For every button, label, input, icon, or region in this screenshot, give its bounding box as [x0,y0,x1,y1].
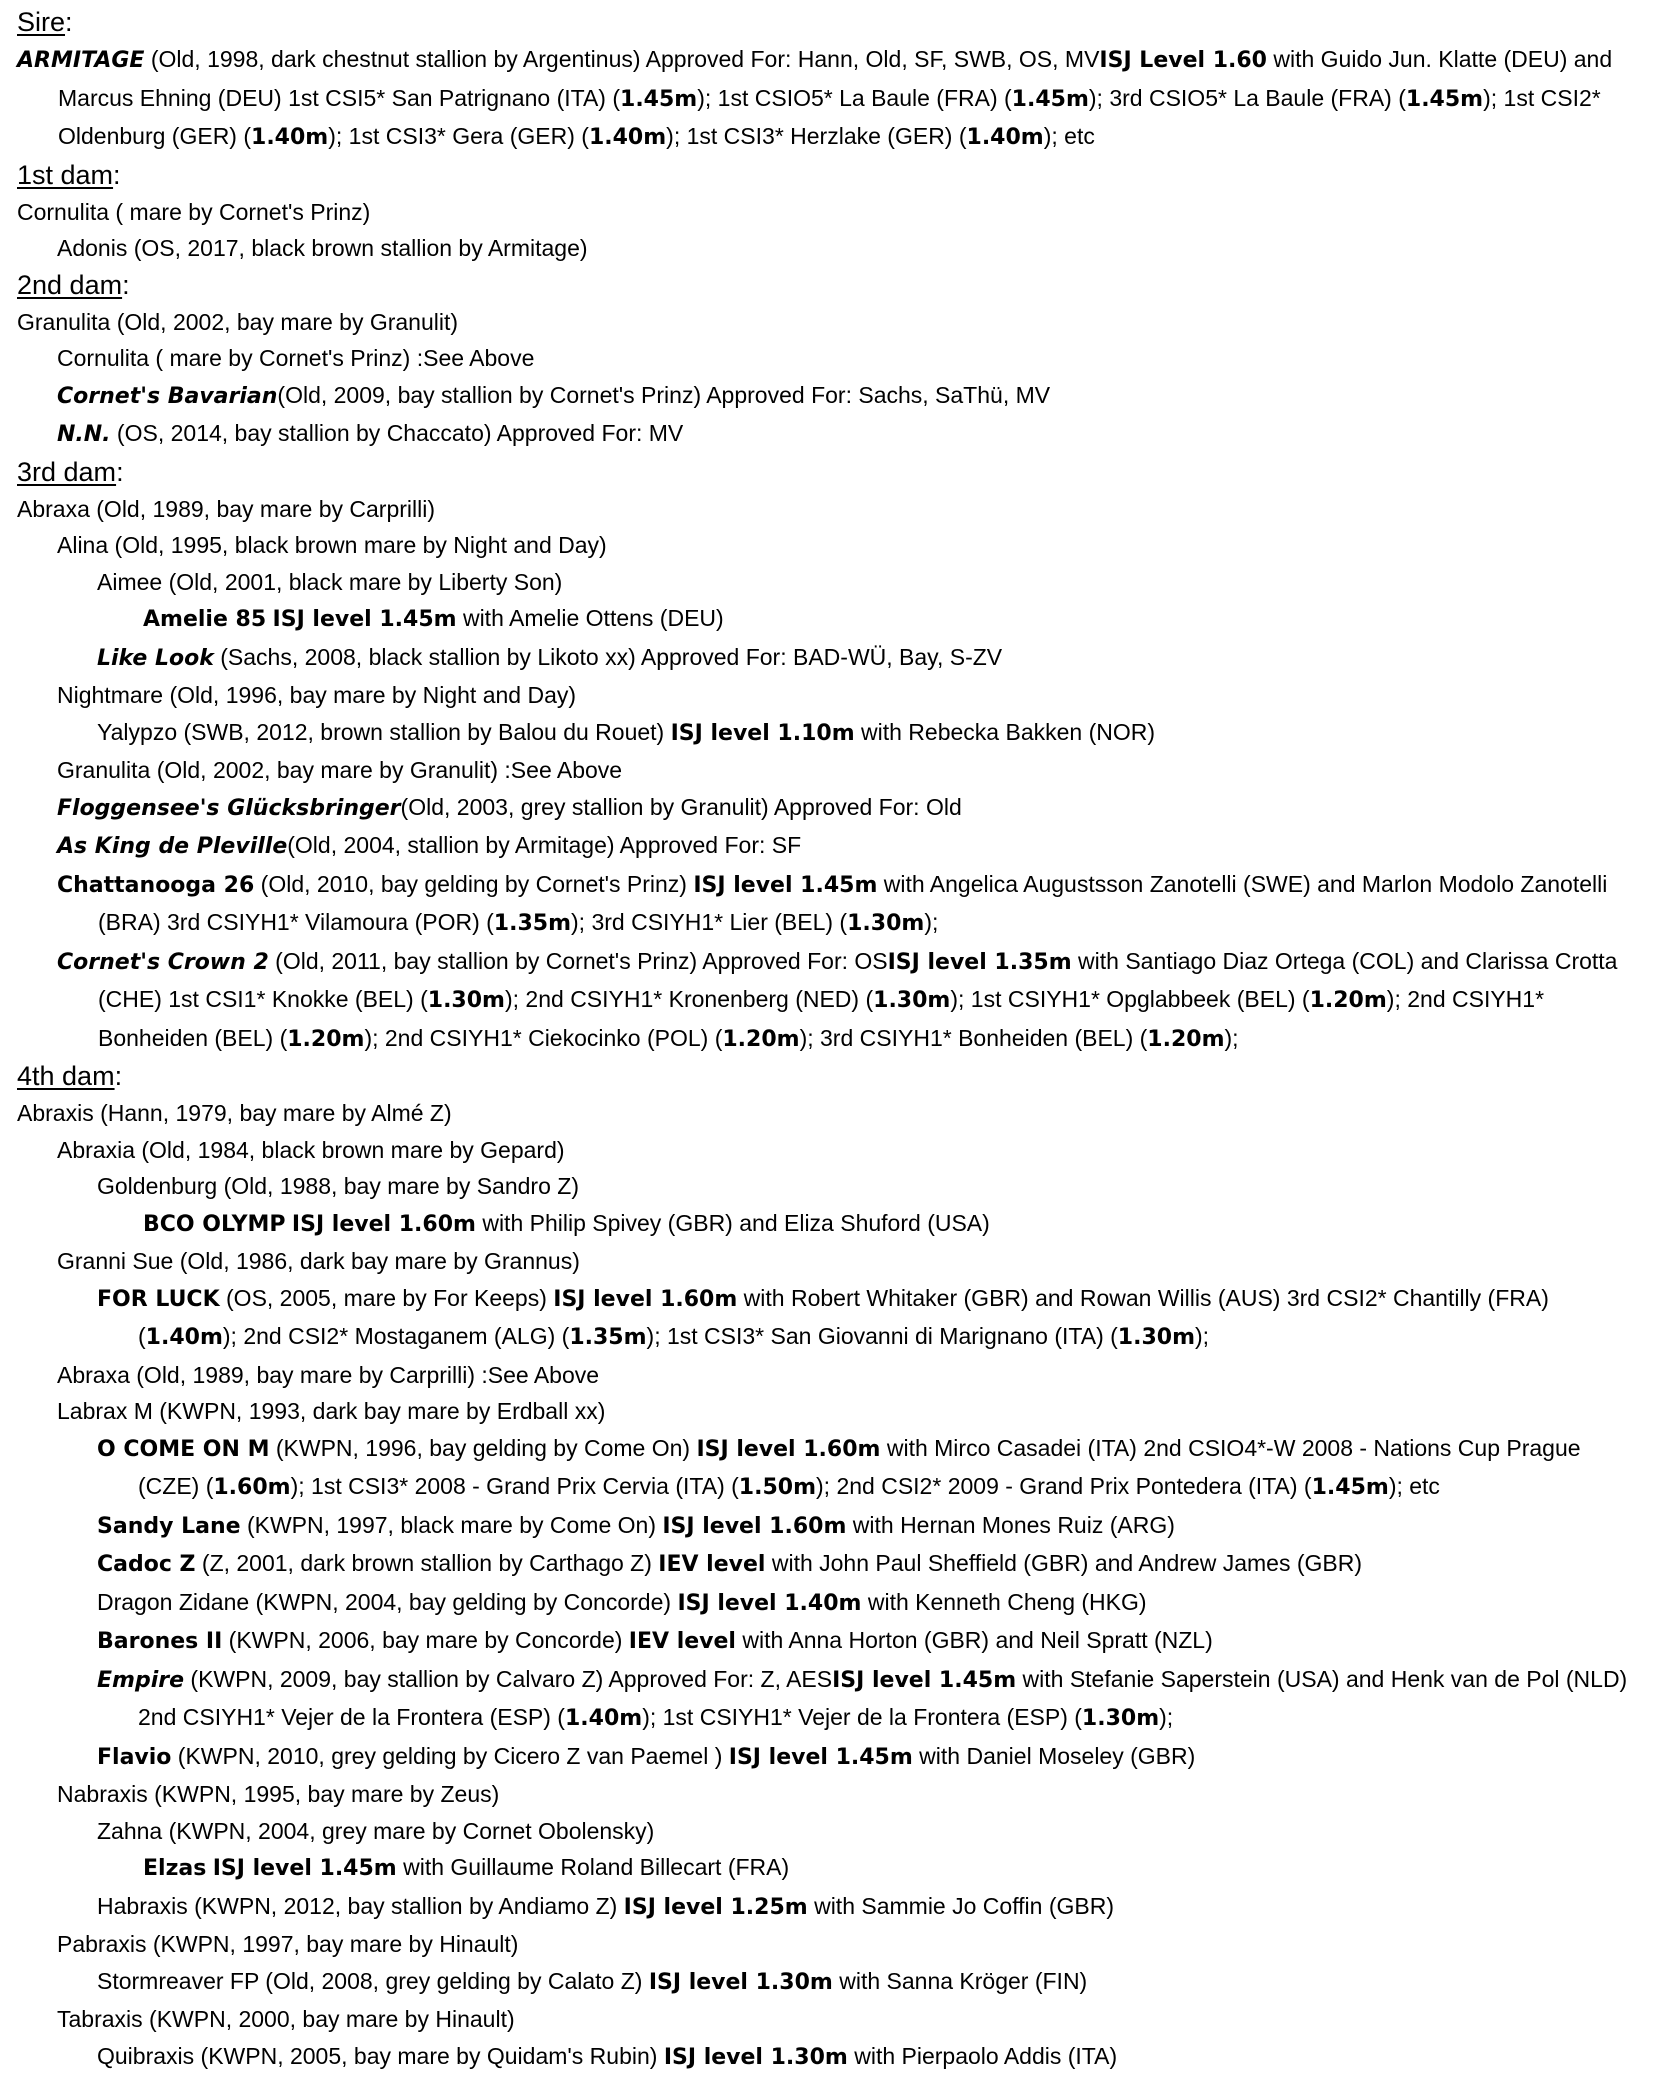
competition-level: ISJ level 1.30m [649,1970,833,1995]
pedigree-entry [17,866,1645,943]
section-title: 2nd dam [17,270,122,300]
horse-name: Flavio [97,1745,171,1770]
pedigree-entry [17,1168,1645,1205]
horse-name: Floggensee's Glücksbringer [57,796,401,821]
pedigree-entry [17,1849,1645,1888]
entry-details: (Old, 2010, bay gelding by Cornet's Prinz) [254,871,693,897]
entry-details: Cornulita ( mare by Cornet's Prinz) :See Above [57,345,534,371]
entry-details: Abraxis (Hann, 1979, bay mare by Almé Z) [17,1100,452,1126]
entry-details: Zahna (KWPN, 2004, grey mare by Cornet Obolensky) [97,1818,654,1844]
section-heading: 2nd dam: [17,267,1645,304]
section-heading: 3rd dam: [17,454,1645,491]
pedigree-entry [17,1280,1645,1357]
section-title: 1st dam [17,160,113,190]
pedigree-entry [17,1545,1645,1584]
pedigree-entry [17,1963,1645,2002]
entry-details: Quibraxis (KWPN, 2005, bay mare by Quidam's Rubin) [97,2043,664,2069]
pedigree-entry [17,2038,1645,2076]
section-title: 3rd dam [17,457,116,487]
entry-results: with John Paul Sheffield (GBR) and Andrew James (GBR) [765,1550,1362,1576]
horse-name: O COME ON M [97,1437,269,1462]
pedigree-entry [17,677,1645,714]
entry-details: (Old, 2009, bay stallion by Cornet's Prinz) Approved For: Sachs, SaThü, MV [277,382,1050,408]
entry-results: with Daniel Moseley (GBR) [913,1743,1195,1769]
horse-name: Sandy Lane [97,1514,241,1539]
horse-name: Chattanooga 26 [57,873,254,898]
entry-details: (KWPN, 2010, grey gelding by Cicero Z van Paemel ) [171,1743,728,1769]
entry-details: (Old, 2004, stallion by Armitage) Approved For: SF [287,832,801,858]
competition-level: ISJ level 1.40m [677,1591,861,1616]
entry-results: with Kenneth Cheng (HKG) [861,1589,1146,1615]
entry-details: Alina (Old, 1995, black brown mare by Night and Day) [57,532,607,558]
pedigree-entry [17,1738,1645,1777]
entry-details: (Old, 1998, dark chestnut stallion by Argentinus) Approved For: Hann, Old, SF, SWB, OS, MV [144,46,1099,72]
pedigree-entry [17,943,1645,1059]
entry-details: Abraxa (Old, 1989, bay mare by Carprilli) [17,496,435,522]
entry-results: with Hernan Mones Ruiz (ARG) [846,1512,1175,1538]
entry-details: Granulita (Old, 2002, bay mare by Granulit) [17,309,458,335]
entry-results: with Robert Whitaker (GBR) and Rowan Willis (AUS) 3rd CSI2* Chantilly (FRA) (1.40m); 2nd CSI2* Mostaganem (ALG) (1.35m); 1st CSI3* San Giovanni di Marignano (ITA) (1.30m); [138,1285,1549,1350]
entry-results: with Sanna Kröger (FIN) [833,1968,1087,1994]
pedigree-entry [17,1430,1645,1507]
entry-details: (KWPN, 1997, black mare by Come On) [241,1512,663,1538]
entry-details: (Old, 2011, bay stallion by Cornet's Prinz) Approved For: OS [269,948,888,974]
competition-level: ISJ level 1.45m [729,1745,913,1770]
horse-name: Empire [97,1668,184,1693]
pedigree-entry [17,2001,1645,2038]
entry-details: Cornulita ( mare by Cornet's Prinz) [17,199,370,225]
pedigree-entry [17,194,1645,231]
pedigree-entry [17,1584,1645,1623]
competition-level: ISJ level 1.25m [624,1895,808,1920]
entry-details: Tabraxis (KWPN, 2000, bay mare by Hinault) [57,2006,515,2032]
entry-details: (KWPN, 2009, bay stallion by Calvaro Z) Approved For: Z, AES [184,1666,832,1692]
pedigree-entry [17,1776,1645,1813]
competition-level: ISJ level 1.45m [693,873,877,898]
pedigree-entry [17,527,1645,564]
competition-level: ISJ level 1.35m [888,950,1072,975]
section-heading: 4th dam: [17,1058,1645,1095]
section-title: 4th dam [17,1061,115,1091]
entry-details: Habraxis (KWPN, 2012, bay stallion by Andiamo Z) [97,1893,624,1919]
pedigree-entry [17,1661,1645,1738]
competition-level: ISJ level 1.60m [553,1287,737,1312]
entry-details: Labrax M (KWPN, 1993, dark bay mare by Erdball xx) [57,1398,605,1424]
competition-level: ISJ level 1.60m [696,1437,880,1462]
competition-level: ISJ level 1.45m [213,1856,397,1881]
entry-details: Pabraxis (KWPN, 1997, bay mare by Hinault) [57,1931,518,1957]
entry-results: with Stefanie Saperstein (USA) and Henk van de Pol (NLD) 2nd CSIYH1* Vejer de la Frontera (ESP) (1.40m); 1st CSIYH1* Vejer de la Frontera (ESP) (1.30m); [138,1666,1627,1731]
entry-results: with Guillaume Roland Billecart (FRA) [397,1854,789,1880]
pedigree-entry [17,1622,1645,1661]
horse-name: ARMITAGE [17,48,144,73]
pedigree-entry [17,1393,1645,1430]
horse-name: N.N. [57,422,111,447]
competition-level: ISJ level 1.45m [832,1668,1016,1693]
horse-name: Cadoc Z [97,1552,196,1577]
entry-details: Yalypzo (SWB, 2012, brown stallion by Balou du Rouet) [97,719,671,745]
horse-name: As King de Pleville [57,834,287,859]
entry-details: Abraxa (Old, 1989, bay mare by Carprilli) :See Above [57,1362,599,1388]
entry-results: with Philip Spivey (GBR) and Eliza Shuford (USA) [476,1210,990,1236]
pedigree-entry [17,714,1645,753]
horse-name: Amelie 85 [143,607,266,632]
horse-name: Like Look [97,646,214,671]
pedigree-entry [17,1888,1645,1927]
pedigree-entry [17,340,1645,377]
pedigree-entry [17,1205,1645,1244]
pedigree-entry [17,827,1645,866]
pedigree-entry [17,1926,1645,1963]
pedigree-entry [17,41,1645,157]
competition-level: ISJ level 1.45m [273,607,457,632]
entry-details: Granulita (Old, 2002, bay mare by Granulit) :See Above [57,757,622,783]
pedigree-entry [17,1243,1645,1280]
entry-details: (OS, 2014, bay stallion by Chaccato) Approved For: MV [111,420,684,446]
entry-details: (KWPN, 2006, bay mare by Concorde) [222,1627,629,1653]
pedigree-entry [17,564,1645,601]
pedigree-entry [17,304,1645,341]
entry-details: Dragon Zidane (KWPN, 2004, bay gelding by Concorde) [97,1589,677,1615]
pedigree-entry [17,752,1645,789]
entry-results: with Sammie Jo Coffin (GBR) [808,1893,1114,1919]
entry-details: Goldenburg (Old, 1988, bay mare by Sandro Z) [97,1173,579,1199]
entry-results: with Santiago Diaz Ortega (COL) and Clarissa Crotta (CHE) 1st CSI1* Knokke (BEL) (1.30m); 2nd CSIYH1* Kronenberg (NED) (1.30m); 1st CSIYH1* Opglabbeek (BEL) (1.20m); 2nd CSIYH1* Bonheiden (BEL) (1.20m); 2nd CSIYH1* Ciekocinko (POL) (1.20m); 3rd CSIYH1* Bonheiden (BEL) (1.20m); [98,948,1617,1051]
horse-name: BCO OLYMP [143,1212,286,1237]
entry-results: with Angelica Augustsson Zanotelli (SWE) and Marlon Modolo Zanotelli (BRA) 3rd CSIYH1* Vilamoura (POR) (1.35m); 3rd CSIYH1* Lier (BEL) (1.30m); [98,871,1607,936]
entry-details: (KWPN, 1996, bay gelding by Come On) [269,1435,696,1461]
section-title: Sire [17,7,65,37]
pedigree-entry [17,789,1645,828]
section-heading: 1st dam: [17,157,1645,194]
entry-results: with Amelie Ottens (DEU) [457,605,724,631]
pedigree-entry [17,377,1645,416]
entry-details: Granni Sue (Old, 1986, dark bay mare by Grannus) [57,1248,580,1274]
pedigree-entry [17,491,1645,528]
pedigree-entry [17,1507,1645,1546]
entry-results: with Pierpaolo Addis (ITA) [848,2043,1117,2069]
pedigree-entry [17,600,1645,639]
horse-name: FOR LUCK [97,1287,220,1312]
entry-details: Nightmare (Old, 1996, bay mare by Night and Day) [57,682,576,708]
horse-name: Cornet's Bavarian [57,384,277,409]
competition-level: ISJ level 1.60m [662,1514,846,1539]
entry-details: (OS, 2005, mare by For Keeps) [220,1285,554,1311]
horse-name: Cornet's Crown 2 [57,950,269,975]
horse-name: Elzas [143,1856,206,1881]
pedigree-entry [17,230,1645,267]
pedigree-entry [17,1813,1645,1850]
entry-details: Stormreaver FP (Old, 2008, grey gelding by Calato Z) [97,1968,649,1994]
entry-details: (Old, 2003, grey stallion by Granulit) Approved For: Old [401,794,962,820]
competition-level: IEV level [629,1629,736,1654]
horse-name: Barones II [97,1629,222,1654]
pedigree-entry [17,415,1645,454]
pedigree-entry [17,1357,1645,1394]
pedigree-entry [17,1095,1645,1132]
section-heading: Sire: [17,4,1645,41]
entry-details: Abraxia (Old, 1984, black brown mare by Gepard) [57,1137,565,1163]
entry-results: with Anna Horton (GBR) and Neil Spratt (NZL) [736,1627,1213,1653]
competition-level: ISJ level 1.60m [292,1212,476,1237]
entry-details: Adonis (OS, 2017, black brown stallion by Armitage) [57,235,588,261]
entry-details: (Sachs, 2008, black stallion by Likoto xx) Approved For: BAD-WÜ, Bay, S-ZV [214,644,1002,670]
entry-details: Aimee (Old, 2001, black mare by Liberty Son) [97,569,562,595]
competition-level: ISJ Level 1.60 [1099,48,1267,73]
entry-results: with Mirco Casadei (ITA) 2nd CSIO4*-W 2008 - Nations Cup Prague (CZE) (1.60m); 1st CSI3* 2008 - Grand Prix Cervia (ITA) (1.50m); 2nd CSI2* 2009 - Grand Prix Pontedera (ITA) (1.45m); etc [138,1435,1581,1500]
pedigree-entry [17,639,1645,678]
competition-level: ISJ level 1.30m [664,2045,848,2070]
entry-results: with Rebecka Bakken (NOR) [855,719,1155,745]
pedigree-entry [17,1132,1645,1169]
competition-level: ISJ level 1.10m [671,721,855,746]
entry-details: (Z, 2001, dark brown stallion by Carthago Z) [196,1550,659,1576]
entry-results: with Guido Jun. Klatte (DEU) and Marcus Ehning (DEU) 1st CSI5* San Patrignano (ITA) (1.45m); 1st CSIO5* La Baule (FRA) (1.45m); 3rd CSIO5* La Baule (FRA) (1.45m); 1st CSI2* Oldenburg (GER) (1.40m); 1st CSI3* Gera (GER) (1.40m); 1st CSI3* Herzlake (GER) (1.40m); etc [58,46,1612,149]
entry-details: Nabraxis (KWPN, 1995, bay mare by Zeus) [57,1781,499,1807]
competition-level: IEV level [658,1552,765,1577]
